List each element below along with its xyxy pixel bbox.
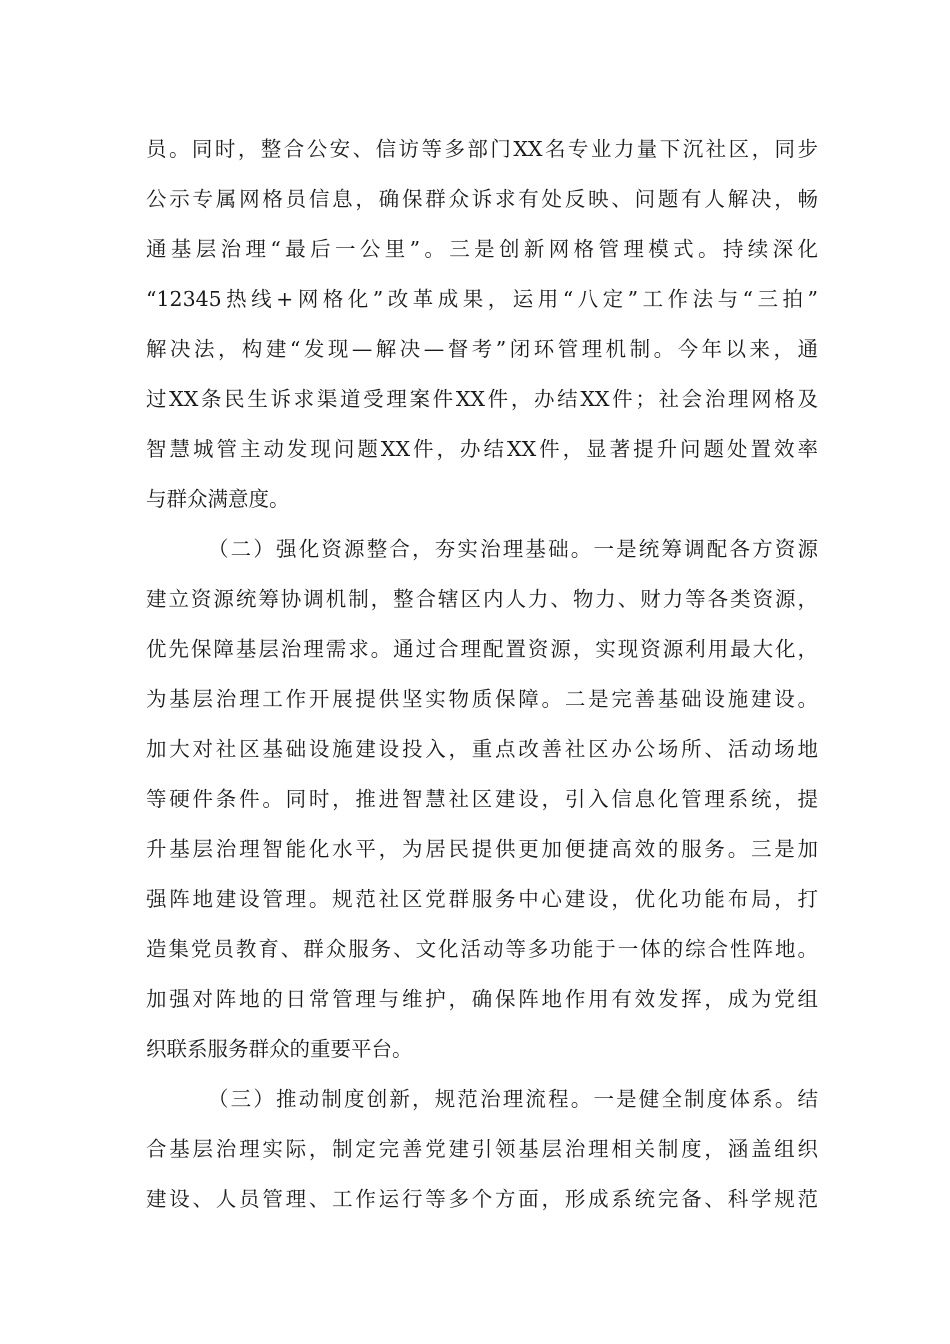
text-line: 与群众满意度。 [146,487,290,511]
text-line: 为基层治理工作开展提供坚实物质保障。二是完善基础设施建设。 [146,687,818,711]
text-line: 建设、人员管理、工作运行等多个方面，形成系统完备、科学规范 [146,1187,818,1211]
text-line: 公示专属网格员信息，确保群众诉求有处反映、问题有人解决，畅 [146,187,818,211]
text-line: 强阵地建设管理。规范社区党群服务中心建设，优化功能布局，打 [146,887,818,911]
text-line: 通基层治理“最后一公里”。三是创新网格管理模式。持续深化 [146,237,818,261]
text-line: 造集党员教育、群众服务、文化活动等多功能于一体的综合性阵地。 [146,937,818,961]
text-line: 智慧城管主动发现问题XX件，办结XX件，显著提升问题处置效率 [146,437,818,461]
text-line: 建立资源统筹协调机制，整合辖区内人力、物力、财力等各类资源， [146,587,818,611]
text-line: 解决法，构建“发现—解决—督考”闭环管理机制。今年以来，通 [146,337,818,361]
text-line: 过XX条民生诉求渠道受理案件XX件，办结XX件；社会治理网格及 [146,387,818,411]
text-line: 优先保障基层治理需求。通过合理配置资源，实现资源利用最大化， [146,637,818,661]
text-line: 升基层治理智能化水平，为居民提供更加便捷高效的服务。三是加 [146,837,818,861]
text-line: “12345热线+网格化”改革成果，运用“八定”工作法与“三拍” [146,287,818,311]
text-line: 员。同时，整合公安、信访等多部门XX名专业力量下沉社区，同步 [146,137,818,161]
document-body [146,124,818,1224]
text-line: （三）推动制度创新，规范治理流程。一是健全制度体系。结 [208,1087,818,1111]
text-line: 等硬件条件。同时，推进智慧社区建设，引入信息化管理系统，提 [146,787,818,811]
text-line: 织联系服务群众的重要平台。 [146,1037,413,1061]
text-line: 加大对社区基础设施建设投入，重点改善社区办公场所、活动场地 [146,737,818,761]
text-line: 合基层治理实际，制定完善党建引领基层治理相关制度，涵盖组织 [146,1137,818,1161]
text-line: 加强对阵地的日常管理与维护，确保阵地作用有效发挥，成为党组 [146,987,818,1011]
text-line: （二）强化资源整合，夯实治理基础。一是统筹调配各方资源 [208,537,818,561]
